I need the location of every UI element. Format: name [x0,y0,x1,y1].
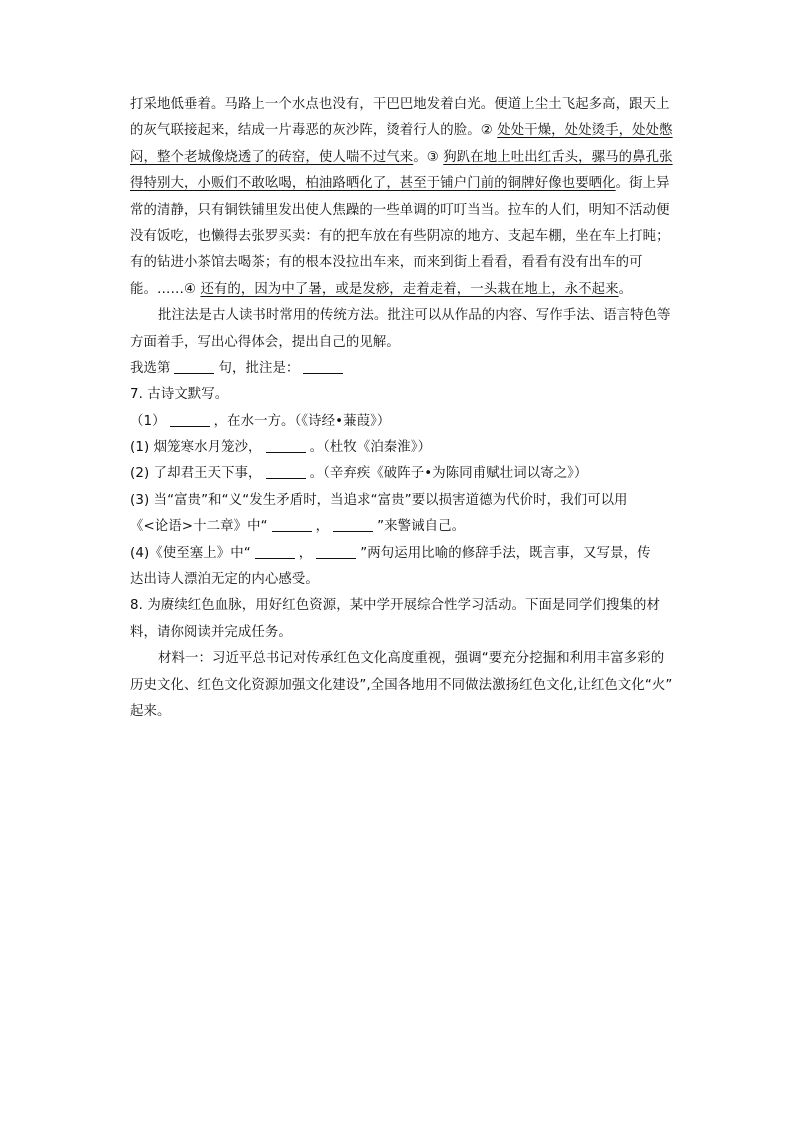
passage-text: 。街上异 [615,176,670,192]
q7-title [130,382,666,408]
material-1-line-1 [130,646,666,672]
q7-item-4-cont [130,514,666,540]
answer-blank[interactable] [266,438,306,453]
answer-blank[interactable] [316,544,356,559]
item-text: ， [298,545,313,561]
q7-item-3 [130,461,666,487]
passage-line-6 [130,224,670,250]
passage-line-8 [130,277,666,303]
q7-item-2 [130,435,666,461]
passage-text: 。 [618,281,633,297]
q7-item-1 [130,409,666,435]
annotation-answer-line [130,356,666,382]
item-text: 《<论语>十二章》中“ [130,519,268,535]
q7-item-4 [130,488,666,514]
annotation-text: 方面着手，写出心得体会，提出自己的见解。 [130,334,400,350]
annotation-intro-2 [130,330,666,356]
material-1-line-3 [130,699,666,725]
annotation-label: 句，批注是： [218,360,300,376]
passage-line-3 [130,145,673,171]
item-text: 。（辛弃疾《破阵子•为陈同甫赋壮词以寄之》） [309,466,588,482]
q8-line-1 [130,593,666,619]
item-text: ”来警诫自己。 [377,519,466,535]
passage-text: 没有饭吃，也懒得去张罗买卖：有的把车放在有些阴凉的地方、支起车棚，坐在车上打盹； [130,228,670,244]
answer-blank[interactable] [266,464,306,479]
passage-text: 的灰气联接起来，结成一片毒恶的灰沙阵，烫着行人的脸。② [130,123,498,139]
passage-text: 能。……④ [130,281,201,297]
underlined-sentence-4: 还有的，因为中了暑，或是发痧，走着走着，一头栽在地上，永不起来 [200,281,619,297]
passage-line-2 [130,118,673,144]
annotation-intro-1 [130,303,671,329]
passage-line-7 [130,250,666,276]
material-text: 起来。 [130,703,171,719]
material-1-line-2 [130,673,673,699]
item-text: (4)《使至塞上》中“ [130,545,251,561]
material-text: 材料一：习近平总书记对传承红色文化高度重视，强调“要充分挖掘和利用丰富多彩的 [158,651,665,667]
answer-blank[interactable] [272,517,312,532]
annotation-text: 批注法是古人读书时常用的传统方法。批注可以从作品的内容、写作手法、语言特色等 [158,308,671,324]
passage-line-5 [130,198,670,224]
passage-text: 常的清静，只有铜铁铺里发出使人焦躁的一些单调的叮叮当当。拉车的人们，明知不活动便 [130,202,670,218]
passage-text: 。③ [413,149,444,165]
underlined-sentence-3: 狗趴在地上吐出红舌头，骡马的鼻孔张 [443,149,673,165]
answer-blank[interactable] [255,544,295,559]
question-text: 料，请你阅读并完成任务。 [130,624,292,640]
item-text: ，在水一方。（《诗经•蒹葭》） [213,413,391,429]
q7-item-5 [130,541,666,567]
passage-text: 打采地低垂着。马路上一个水点也没有，干巴巴地发着白光。便道上尘土飞起多高，跟天上 [130,97,670,112]
question-title: 7. 古诗文默写。 [130,387,229,403]
passage-line-1 [130,92,670,118]
item-text: (2) 了却君王天下事， [130,466,262,482]
item-text: 达出诗人漂泊无定的内心感受。 [130,572,319,588]
document-page [130,92,673,725]
question-title: 8. 为赓续红色血脉，用好红色资源，某中学开展综合性学习活动。下面是同学们搜集的材 [130,598,660,614]
underlined-sentence-2-cont: 闷，整个老城像烧透了的砖窑，使人喘不过气来 [130,149,414,165]
sentence-number-blank[interactable] [174,359,214,374]
answer-blank[interactable] [333,517,373,532]
underlined-sentence-2: 处处干燥，处处烫手，处处憋 [497,123,673,139]
material-text: 历史文化、红色文化资源加强文化建设”,全国各地用不同做法激扬红色文化,让红色文化“火” [130,677,673,693]
q8-line-2 [130,620,666,646]
item-text: ”两句运用比喻的修辞手法，既言事，又写景，传 [360,545,651,561]
item-text: ， [315,519,330,535]
underlined-sentence-3-cont: 得特别大，小贩们不敢吆喝，柏油路晒化了，甚至于铺户门前的铜牌好像也要晒化 [130,176,616,192]
item-text: (1) 烟笼寒水月笼沙， [130,440,262,456]
answer-blank[interactable] [170,412,210,427]
q7-item-5-cont [130,567,666,593]
item-text: 。（杜牧《泊秦淮》） [309,440,432,456]
annotation-blank[interactable] [303,359,343,374]
item-number: （1） [130,413,166,429]
choose-label: 我选第 [130,360,171,376]
item-text: (3) 当“富贵”和“义“发生矛盾时，当追求“富贵”要以损害道德为代价时，我们可以用 [130,492,628,508]
passage-line-4 [130,171,670,197]
passage-text: 有的钻进小茶馆去喝茶；有的根本没拉出车来，而来到街上看看，看看有没有出车的可 [130,255,643,271]
